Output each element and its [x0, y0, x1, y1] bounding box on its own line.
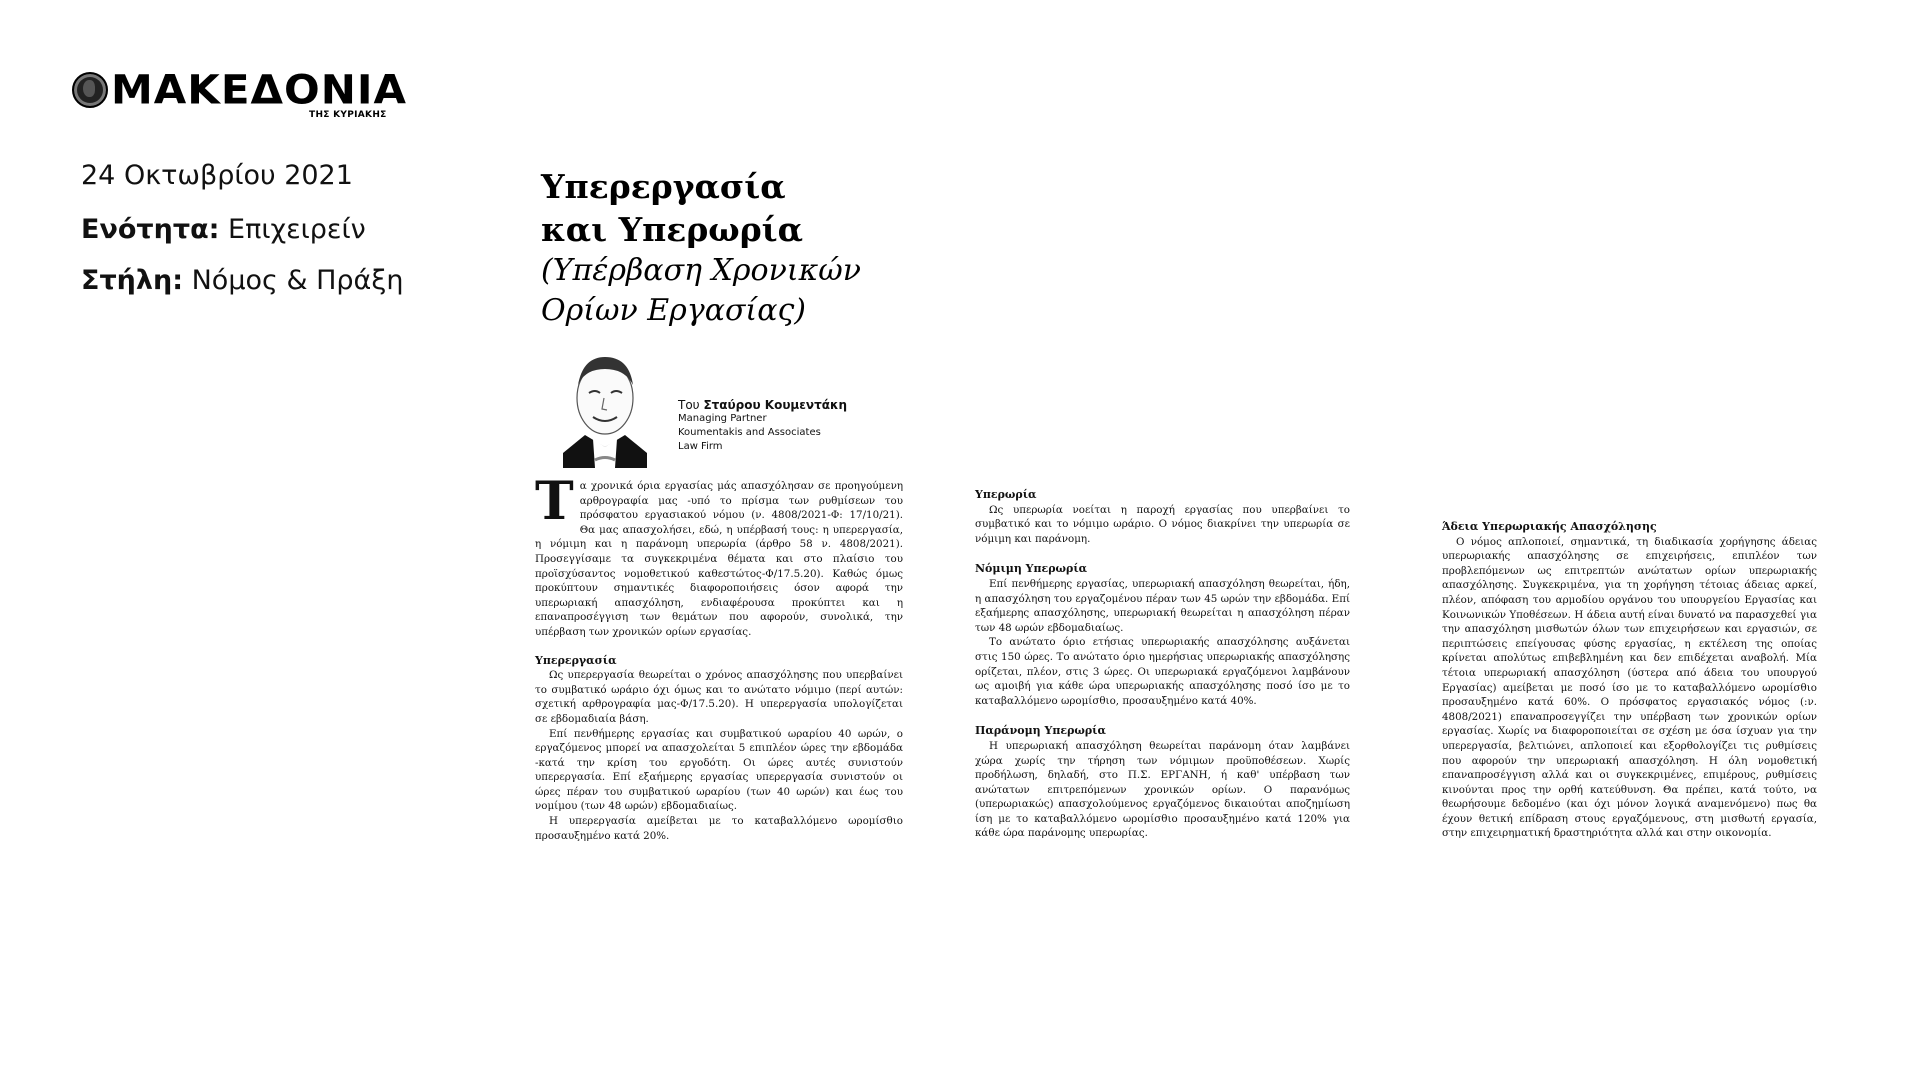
column-label: Στήλη:: [81, 265, 184, 296]
byline: [678, 398, 847, 454]
section-paragraph: Η υπερεργασία αμείβεται με το καταβαλλόμενο ωρομίσθιο προσαυξημένο κατά 20%.: [535, 815, 903, 842]
section-heading: Άδεια Υπερωριακής Απασχόλησης: [1442, 520, 1657, 533]
section-info: [81, 214, 366, 245]
section-label: Ενότητα:: [81, 214, 220, 245]
article-column-3: [1442, 520, 1817, 841]
author-role: Managing Partner: [678, 413, 767, 424]
section-paragraph: Επί πενθήμερης εργασίας και συμβατικού ωραρίου 40 ωρών, ο εργαζόμενος μπορεί να απασχολείται 5 επιπλέον ώρες την εβδομάδα -κατά την κρίση του εργοδότη. Οι ώρες αυτές συνιστούν υπερεργασία. Επί εξαήμερης εργασίας υπερεργασία συνιστούν οι ώρες πέραν του συμβατικού ωραρίου (των 40 ωρών) και έως του νομίμου (των 48 ωρών) εβδομαδιαίως.: [535, 727, 903, 813]
section-heading: Υπερωρία: [975, 488, 1037, 501]
publication-date: 24 Οκτωβρίου 2021: [81, 160, 353, 191]
section-paragraph: Η υπερωριακή απασχόληση θεωρείται παράνομη όταν λαμβάνει χώρα χωρίς την τήρηση των νόμιμων προϋποθέσεων. Χωρίς προδήλωση, δηλαδή, στο Π.Σ. ΕΡΓΑΝΗ, ή καθ' υπέρβαση των ανώτατων επιτρεπόμενων χρονικών ορίων. Ο παρανόμως (υπερωριακώς) απασχολούμενος εργαζόμενος δικαιούται αποζημίωση ίση με το καταβαλλόμενο ωρομίσθιο προσαυξημένο κατά 120% για κάθε ώρα παράνομης υπερωρίας.: [975, 739, 1350, 840]
drop-cap: Τ: [535, 471, 574, 532]
subtitle-line-1: (Υπέρβαση Χρονικών: [541, 253, 861, 288]
title-line-1: Υπερεργασία: [541, 167, 786, 206]
coin-emblem-icon: [72, 72, 108, 108]
column-info: [81, 265, 404, 296]
title-line-2: και Υπερωρία: [541, 210, 804, 249]
author-firm-line-1: Koumentakis and Associates: [678, 427, 821, 438]
byline-prefix: Του: [678, 398, 700, 412]
author-firm-line-2: Law Firm: [678, 441, 723, 452]
logo-text: ΜΑΚΕΔΟΝΙΑ: [111, 66, 408, 113]
section-paragraph: Ως υπερωρία νοείται η παροχή εργασίας που υπερβαίνει το συμβατικό και το νόμιμο ωράριο. Ο νόμος διακρίνει την υπερωρία σε νόμιμη και παράνομη.: [975, 503, 1350, 545]
article-headline: [541, 165, 861, 331]
logo-subtitle: ΤΗΣ ΚΥΡΙΑΚΗΣ: [309, 110, 387, 120]
intro-paragraph: Τα χρονικά όρια εργασίας μάς απασχόλησαν σε προηγούμενη αρθρογραφία μας -υπό το πρίσμα των ρυθμίσεων του πρόσφατου εργασιακού νόμου (ν. 4808/2021-Φ: 17/10/21). Θα μας απασχολήσει, εδώ, η υπέρβασή τους: η υπερεργασία, η νόμιμη και η παράνομη υπερωρία (άρθρο 58 ν. 4808/2021). Προσεγγίσαμε τα συγκεκριμένα θέματα και στο πλαίσιο του προϊσχύσαντος νομοθετικού καθεστώτος-Φ/17.5.20). Καθώς όμως προκύπτουν σημαντικές διαφοροποιήσεις όσον αφορά την υπερωριακή απασχόληση, ενδιαφέρουσα προκύπτει και η επαναπροσέγγιση των θεμάτων που αφορούν, συνολικά, την υπέρβαση των χρονικών ορίων εργασίας.: [535, 471, 903, 638]
section-paragraph: Το ανώτατο όριο ετήσιας υπερωριακής απασχόλησης αυξάνεται στις 150 ώρες. Το ανώτατο όριο ημερήσιας υπερωριακής απασχόλησης ορίζεται, πλέον, στις 3 ώρες. Οι υπερωριακά εργαζόμενοι λαμβάνουν ως αμοιβή για κάθε ώρα υπερωριακής απασχόλησης ποσό ίσο με το καταβαλλόμενο ωρομίσθιο, προσαυξημένο κατά 40%.: [975, 636, 1350, 707]
section-heading: Νόμιμη Υπερωρία: [975, 562, 1088, 576]
section-value: Επιχειρείν: [228, 214, 366, 245]
article-column-1: [535, 471, 903, 843]
article-column-2: [975, 488, 1350, 841]
section-heading: Παράνομη Υπερωρία: [975, 724, 1106, 738]
author-photo: [555, 343, 655, 468]
newspaper-logo: [72, 66, 408, 120]
section-paragraph: Ο νόμος απλοποιεί, σημαντικά, τη διαδικασία χορήγησης άδειας υπερωριακής απασχόλησης σε επιχειρήσεις, επιπλέον των προβλεπόμενων ως επιτρεπτών ανώτατων ορίων υπερωριακής απασχόλησης. Συγκεκριμένα, για τη χορήγηση τέτοιας άδειας αρκεί, πλέον, απόφαση του αρμοδίου οργάνου του υπουργείου Εργασίας και Κοινωνικών Υποθέσεων. Η άδεια αυτή είναι δυνατό να παρασχεθεί για την απασχόληση μισθωτών όλων των επιχειρήσεων και εργασιών, σε περιπτώσεις επείγουσας φύσης εργασίας, η εκτέλεση της οποίας κρίνεται απολύτως επιβεβλημένη και δεν επιδέχεται αναβολή. Μία τέτοια υπερωριακή απασχόληση (ύστερα από άδεια του υπουργού Εργασίας) αμείβεται με ποσό ίσο με το καταβαλλόμενο ωρομίσθιο προσαυξημένο κατά 60%. Ο πρόσφατος εργασιακός νόμος (:ν. 4808/2021) επαναπροσεγγίζει την υπέρβαση των χρονικών ορίων εργασίας. Χωρίς να διαφοροποιείται σε σχέση με όσα ίσχυαν για την υπερεργασία, βελτιώνει, απλοποιεί και εξορθολογίζει τις ρυθμίσεις που αφορούν την υπερωριακή απασχόληση. Η όλη νομοθετική επαναπροσέγγιση αλλά και οι συγκεκριμένες, επιμέρους, ρυθμίσεις κινούνται προς την ορθή κατεύθυνση. Θα πρέπει, κατά τούτο, να θεωρήσουμε δεδομένο (και όχι μόνον λογικά αναμενόμενο) πως θα έχουν θετική επίδραση στους εργαζόμενους, στη μισθωτή εργασία, στην επιχειρηματική δραστηριότητα αλλά και στην οικονομία.: [1442, 535, 1817, 840]
author-name: Σταύρου Κουμεντάκη: [703, 398, 848, 412]
column-value: Νόμος & Πράξη: [191, 265, 404, 296]
section-heading: Υπερεργασία: [535, 653, 617, 667]
section-paragraph: Επί πενθήμερης εργασίας, υπερωριακή απασχόληση θεωρείται, ήδη, η απασχόληση του εργαζομένου πέραν των 45 ωρών την εβδομάδα. Επί εξαήμερης απασχόλησης, υπερωριακή θεωρείται η απασχόληση πέραν των 48 ωρών εβδομαδιαίως.: [975, 577, 1350, 634]
section-paragraph: Ως υπερεργασία θεωρείται ο χρόνος απασχόλησης που υπερβαίνει το συμβατικό ωράριο όχι όμως και το ανώτατο νόμιμο (περί αυτών: σχετική αρθρογραφία μας-Φ/17.5.20). Η υπερεργασία υπολογίζεται σε εβδομαδιαία βάση.: [535, 669, 903, 725]
subtitle-line-2: Ορίων Εργασίας): [541, 293, 806, 328]
